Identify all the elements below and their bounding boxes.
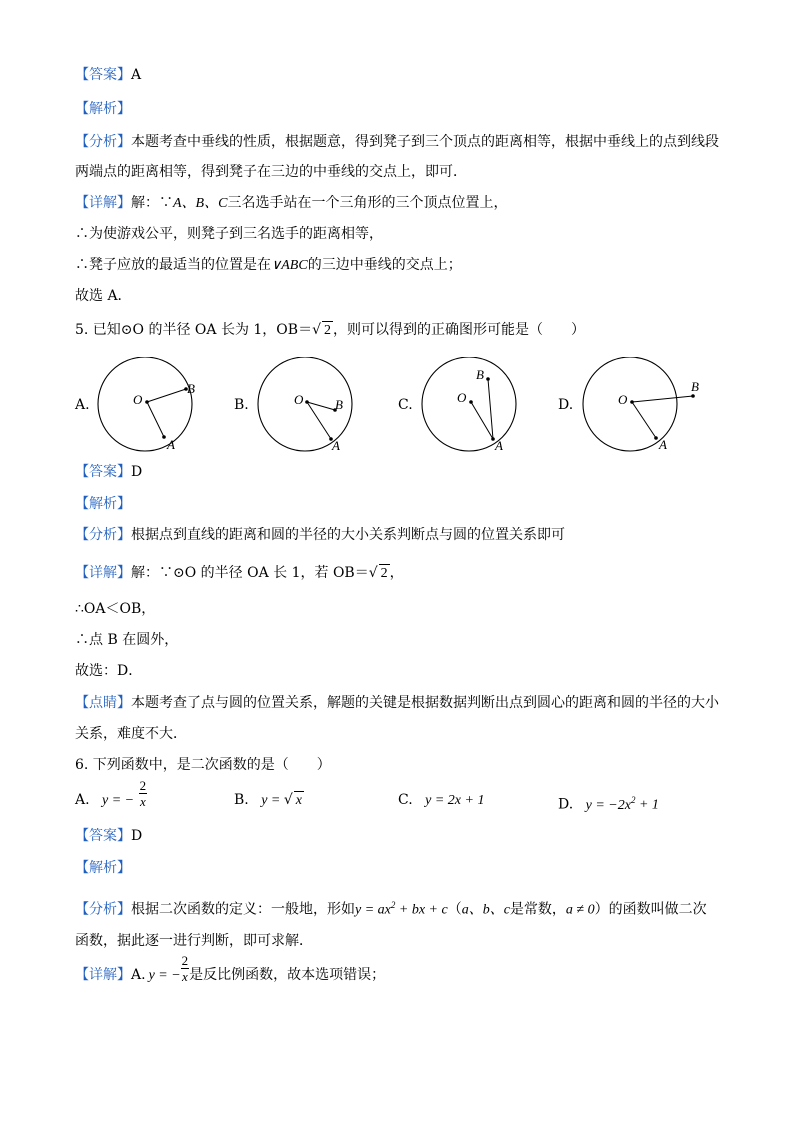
step-text: ∴点 B 在圆外， [75, 632, 179, 648]
step-line-q5-3 [75, 631, 178, 649]
option-letter: B. [234, 792, 249, 808]
answer-value: A [131, 67, 142, 83]
answer-line-q4 [75, 66, 141, 84]
label-b: B [335, 397, 343, 412]
circle [422, 357, 516, 451]
label-o: O [618, 392, 628, 407]
option-c-figure [419, 357, 534, 457]
radius-oa [147, 402, 164, 437]
conclusion-text: 故选：D． [75, 663, 143, 679]
detail-text: 三名选手站在一个三角形的三个顶点位置上， [227, 195, 508, 211]
analyze-text: 本题考查中垂线的性质，根据题意，得到凳子到三个顶点的距离相等，根据中垂线上的点到线段 [131, 134, 719, 150]
answer-line-q5 [75, 463, 142, 481]
fraction [181, 953, 190, 984]
label-a: A [167, 437, 175, 452]
q6-option-a [75, 777, 147, 810]
answer-label: 【答案】 [75, 828, 131, 844]
option-a-figure [95, 357, 210, 457]
option-a-letter: A. [75, 397, 90, 413]
analyze-text: 根据点到直线的距离和圆的半径的大小关系判断点与圆的位置关系即可 [131, 527, 565, 543]
analyze-line-q4-1 [75, 133, 719, 151]
analysis-heading-q6 [75, 859, 131, 877]
radius-oa [632, 402, 656, 438]
detail-label: 【详解】 [75, 967, 131, 983]
analyze-line-q6-2 [75, 932, 313, 950]
analyze-label: 【分析】 [75, 134, 131, 150]
detail-text: 解：∵⊙O 的半径 OA 长 1，若 OB＝ [131, 565, 369, 581]
detail-line-q5 [75, 564, 404, 583]
analyze-text: （ [447, 901, 462, 918]
point-a [162, 435, 166, 439]
option-b-figure [256, 357, 371, 457]
question-5-stem [75, 321, 585, 340]
sqrt-symbol: √ [368, 565, 378, 581]
detail-label: 【详解】 [75, 565, 131, 581]
label-a: A [659, 437, 667, 452]
review-label: 【点睛】 [75, 695, 131, 711]
answer-line-q6 [75, 827, 142, 845]
analyze-text: 根据二次函数的定义：一般地，形如 [131, 901, 355, 918]
answer-label: 【答案】 [75, 464, 131, 480]
step-line-q4-2 [75, 225, 383, 243]
radius-oa [471, 402, 493, 439]
stem-text: 5. 已知⊙O 的半径 OA 长为 1，OB＝ [75, 322, 313, 338]
point-o [145, 400, 149, 404]
step-text: ∴OA＜OB， [75, 601, 156, 617]
condition: a ≠ 0 [565, 902, 595, 918]
option-lhs: y = [261, 793, 284, 808]
analysis-heading-q5 [75, 495, 131, 513]
sqrt-value: 2 [324, 323, 331, 338]
detail-lhs: y = − [148, 968, 181, 983]
fraction-numerator: 2 [139, 777, 147, 793]
analyze-text: 两端点的距离相等，得到凳子在三边的中垂线的交点上，即可． [75, 164, 467, 180]
because-symbol: ∵ [159, 195, 173, 211]
label-o: O [294, 392, 304, 407]
segment-ab [488, 379, 493, 439]
stem-text: 6. 下列函数中，是二次函数的是（ ） [75, 757, 331, 773]
analysis-label: 【解析】 [75, 496, 131, 512]
label-b: B [476, 367, 484, 382]
label-b: B [187, 381, 195, 396]
point-o [469, 400, 473, 404]
fraction [139, 778, 148, 809]
label-o: O [133, 392, 143, 407]
answer-label: 【答案】 [75, 67, 131, 83]
analyze-label: 【分析】 [75, 527, 131, 543]
triangle-symbol: ∨ABC [271, 258, 308, 273]
step-line-q5-2 [75, 600, 155, 618]
label-a: A [332, 438, 340, 453]
detail-prefix: 解： [131, 195, 159, 211]
conclusion-q5 [75, 662, 142, 680]
review-text: 本题考查了点与圆的位置关系，解题的关键是根据数据判断出点到圆心的距离和圆的半径的大小 [131, 695, 719, 711]
review-line-q5-1 [75, 694, 719, 712]
option-d-figure [580, 357, 720, 457]
step-line-q4-3 [75, 256, 462, 275]
point-o [630, 400, 634, 404]
stem-text: ，则可以得到的正确图形可能是（ ） [333, 322, 585, 338]
detail-label: 【详解】 [75, 195, 131, 211]
step-text: 的三边中垂线的交点上； [307, 257, 462, 273]
analyze-line-q5 [75, 526, 565, 544]
fraction-denominator: x [139, 793, 146, 809]
review-text: 关系，难度不大． [75, 726, 187, 742]
step-text: ∴凳子应放的最适当的位置是在 [75, 257, 271, 273]
option-letter: D. [558, 796, 574, 813]
option-expr: y = 2x + 1 [425, 793, 485, 808]
option-c-letter: C. [398, 397, 413, 413]
segment-ob [147, 389, 186, 402]
q6-option-d [558, 791, 659, 815]
sqrt-symbol: √ [283, 792, 293, 808]
option-lhs: y = − [102, 793, 135, 808]
conclusion-q4 [75, 287, 132, 305]
analysis-heading-q4 [75, 100, 131, 118]
detail-text: 是反比例函数，故本选项错误； [189, 967, 386, 983]
analyze-label: 【分析】 [75, 901, 131, 918]
review-line-q5-2 [75, 725, 187, 743]
constants: a、b、c [461, 902, 510, 918]
exponent: 2 [630, 795, 636, 805]
analysis-label: 【解析】 [75, 101, 131, 117]
point-b [486, 377, 490, 381]
option-letter: A. [75, 792, 90, 808]
fraction-denominator: x [182, 968, 188, 984]
step-text: ∴为使游戏公平，则凳子到三名选手的距离相等， [75, 226, 383, 242]
formula: y = ax [355, 902, 391, 918]
detail-line-q6 [75, 952, 386, 985]
exponent: 2 [390, 900, 396, 910]
analyze-line-q6-1 [75, 896, 707, 920]
label-a: A [495, 438, 503, 453]
analyze-line-q4-2 [75, 163, 467, 181]
point-a [654, 436, 658, 440]
analyze-text: ）的函数叫做二次 [594, 901, 707, 918]
analyze-text: 是常数， [509, 901, 566, 918]
analyze-text: 函数，据此逐一进行判断，即可求解． [75, 933, 313, 949]
formula: + bx + c [395, 902, 448, 918]
question-6-stem [75, 756, 331, 774]
q6-option-b [234, 791, 304, 810]
analysis-label: 【解析】 [75, 860, 131, 876]
option-b-letter: B. [234, 397, 249, 413]
label-o: O [457, 390, 467, 405]
segment-ob [632, 396, 693, 402]
option-expr: + 1 [635, 797, 659, 813]
answer-value: D [131, 464, 143, 480]
q6-option-c [398, 791, 484, 810]
circle [98, 357, 192, 451]
detail-text: ， [389, 565, 404, 581]
fraction-numerator: 2 [181, 952, 189, 968]
sqrt-symbol: √ [312, 322, 321, 338]
label-b: B [691, 379, 699, 394]
point-b [691, 394, 695, 398]
option-d-letter: D. [558, 397, 574, 413]
conclusion-text: 故选 A． [75, 288, 132, 304]
point-o [305, 400, 309, 404]
detail-text: A. [131, 967, 146, 983]
sqrt-value: 2 [380, 566, 388, 581]
sqrt-value: x [295, 793, 303, 808]
option-expr: y = −2x [585, 797, 631, 813]
detail-points: A、B、C [173, 196, 228, 211]
answer-value: D [131, 828, 143, 844]
detail-line-q4 [75, 194, 507, 213]
option-letter: C. [398, 792, 413, 808]
